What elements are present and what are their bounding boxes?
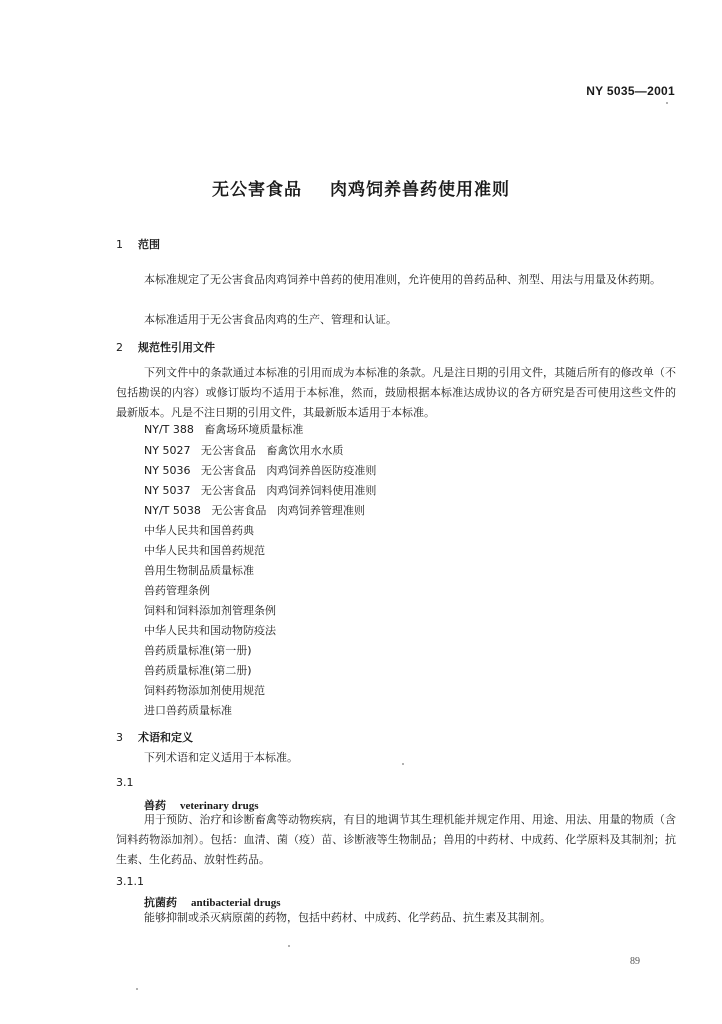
section2-para: 下列文件中的条款通过本标准的引用而成为本标准的条款。凡是注日期的引用文件，其随后所有的修改单（不包括勘误的内容）或修订版均不适用于本标准，然而，鼓励根据本标准达成协议的各方研究是否可使用这些文件的最新版本。凡是不注日期的引用文件，其最新版本适用于本标准。: [116, 366, 676, 419]
ref-item: 进口兽药质量标准: [144, 704, 232, 717]
scan-speck: [288, 945, 290, 947]
term-en: antibacterial drugs: [191, 897, 281, 909]
ref-item: NY/T 388 畜禽场环境质量标准: [144, 423, 304, 436]
section1-number: 1: [116, 238, 123, 251]
definition-antibacterial-drugs: 能够抑制或杀灭病原菌的药物，包括中药材、中成药、化学药品、抗生素及其制剂。: [144, 911, 551, 924]
standard-code: NY 5035—2001: [586, 84, 675, 98]
section3-title: 术语和定义: [138, 731, 193, 744]
ref-item: 兽药质量标准(第一册): [144, 644, 252, 657]
term-cn: 抗菌药: [144, 896, 177, 909]
term-cn: 兽药: [144, 799, 166, 812]
ref-item: 饲料和饲料添加剂管理条例: [144, 604, 276, 617]
page-number: 89: [630, 956, 640, 967]
section1-heading: [116, 236, 160, 252]
ref-item: NY 5027 无公害食品 畜禽饮用水水质: [144, 444, 344, 457]
ref-item: 中华人民共和国动物防疫法: [144, 624, 276, 637]
section1-title: 范围: [138, 238, 160, 251]
section3-heading: [116, 729, 193, 745]
ref-item: 兽药管理条例: [144, 584, 210, 597]
ref-item: 中华人民共和国兽药规范: [144, 544, 265, 557]
definition-veterinary-drugs: 用于预防、治疗和诊断畜禽等动物疾病，有目的地调节其生理机能并规定作用、用途、用法、用量的物质（含饲料药物添加剂）。包括：血清、菌（疫）苗、诊断液等生物制品；兽用的中药材、中成药、化学原料及其制剂；抗生素、生化药品、放射性药品。: [116, 813, 676, 866]
ref-item: NY/T 5038 无公害食品 肉鸡饲养管理准则: [144, 504, 365, 517]
item-3-1-1-number: 3.1.1: [116, 875, 144, 888]
ref-item: NY 5037 无公害食品 肉鸡饲养饲料使用准则: [144, 484, 377, 497]
section1-para1: 本标准规定了无公害食品肉鸡饲养中兽药的使用准则，允许使用的兽药品种、剂型、用法与用量及休药期。: [144, 273, 661, 286]
section2-title: 规范性引用文件: [138, 341, 215, 354]
term-en: veterinary drugs: [180, 800, 259, 812]
ref-item: 兽药质量标准(第二册): [144, 664, 252, 677]
scan-speck: [136, 988, 138, 990]
title-part2: 肉鸡饲养兽药使用准则: [330, 180, 510, 200]
item-3-1-number: 3.1: [116, 776, 134, 789]
section1-para2: 本标准适用于无公害食品肉鸡的生产、管理和认证。: [144, 313, 397, 326]
scan-speck: [402, 763, 404, 765]
section2-heading: [116, 339, 215, 355]
scan-speck: [666, 102, 668, 104]
ref-item: 兽用生物制品质量标准: [144, 564, 254, 577]
title-part1: 无公害食品: [212, 180, 302, 200]
document-title: [0, 175, 722, 200]
ref-item: 中华人民共和国兽药典: [144, 524, 254, 537]
ref-item: NY 5036 无公害食品 肉鸡饲养兽医防疫准则: [144, 464, 377, 477]
section2-number: 2: [116, 341, 123, 354]
section3-intro: 下列术语和定义适用于本标准。: [144, 751, 298, 764]
ref-item: 饲料药物添加剂使用规范: [144, 684, 265, 697]
section3-number: 3: [116, 731, 123, 744]
